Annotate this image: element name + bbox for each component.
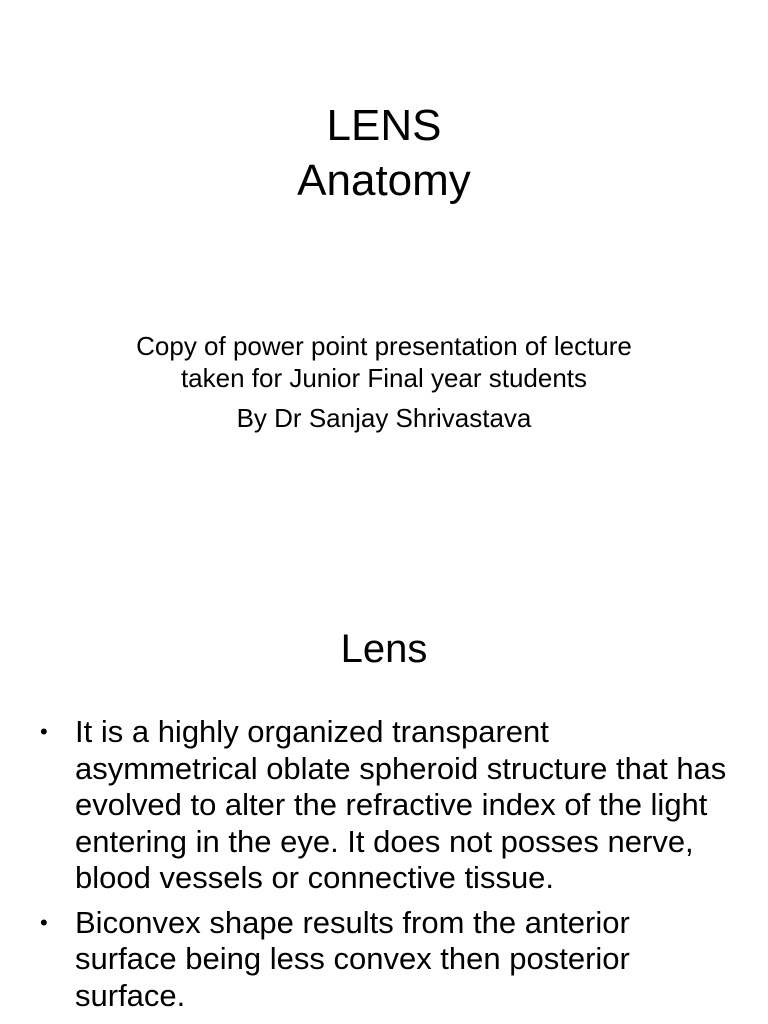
bullet-list xyxy=(40,714,730,1022)
bullet-item xyxy=(40,905,730,1015)
slide-title-line-1: LENS xyxy=(326,101,442,150)
subtitle-description: Copy of power point presentation of lecture taken for Junior Final year students xyxy=(136,331,632,393)
bullet-icon: • xyxy=(40,909,48,935)
slide-subtitle xyxy=(134,330,634,434)
bullet-text: It is a highly organized transparent asymmetrical oblate spheroid structure that has evolved to alter the refractive index of the light entering in the eye. It does not posses nerve, blood vessels or connective tissue. xyxy=(75,714,727,895)
bullet-item xyxy=(40,714,730,897)
bullet-text: Biconvex shape results from the anterior surface being less convex then posterior surface. xyxy=(75,904,630,1013)
subtitle-author: By Dr Sanjay Shrivastava xyxy=(236,403,532,433)
bullet-icon: • xyxy=(40,719,48,744)
slide-heading: Lens xyxy=(340,627,428,671)
slide-title-line-2: Anatomy xyxy=(297,156,471,205)
content-slide xyxy=(0,576,768,1024)
